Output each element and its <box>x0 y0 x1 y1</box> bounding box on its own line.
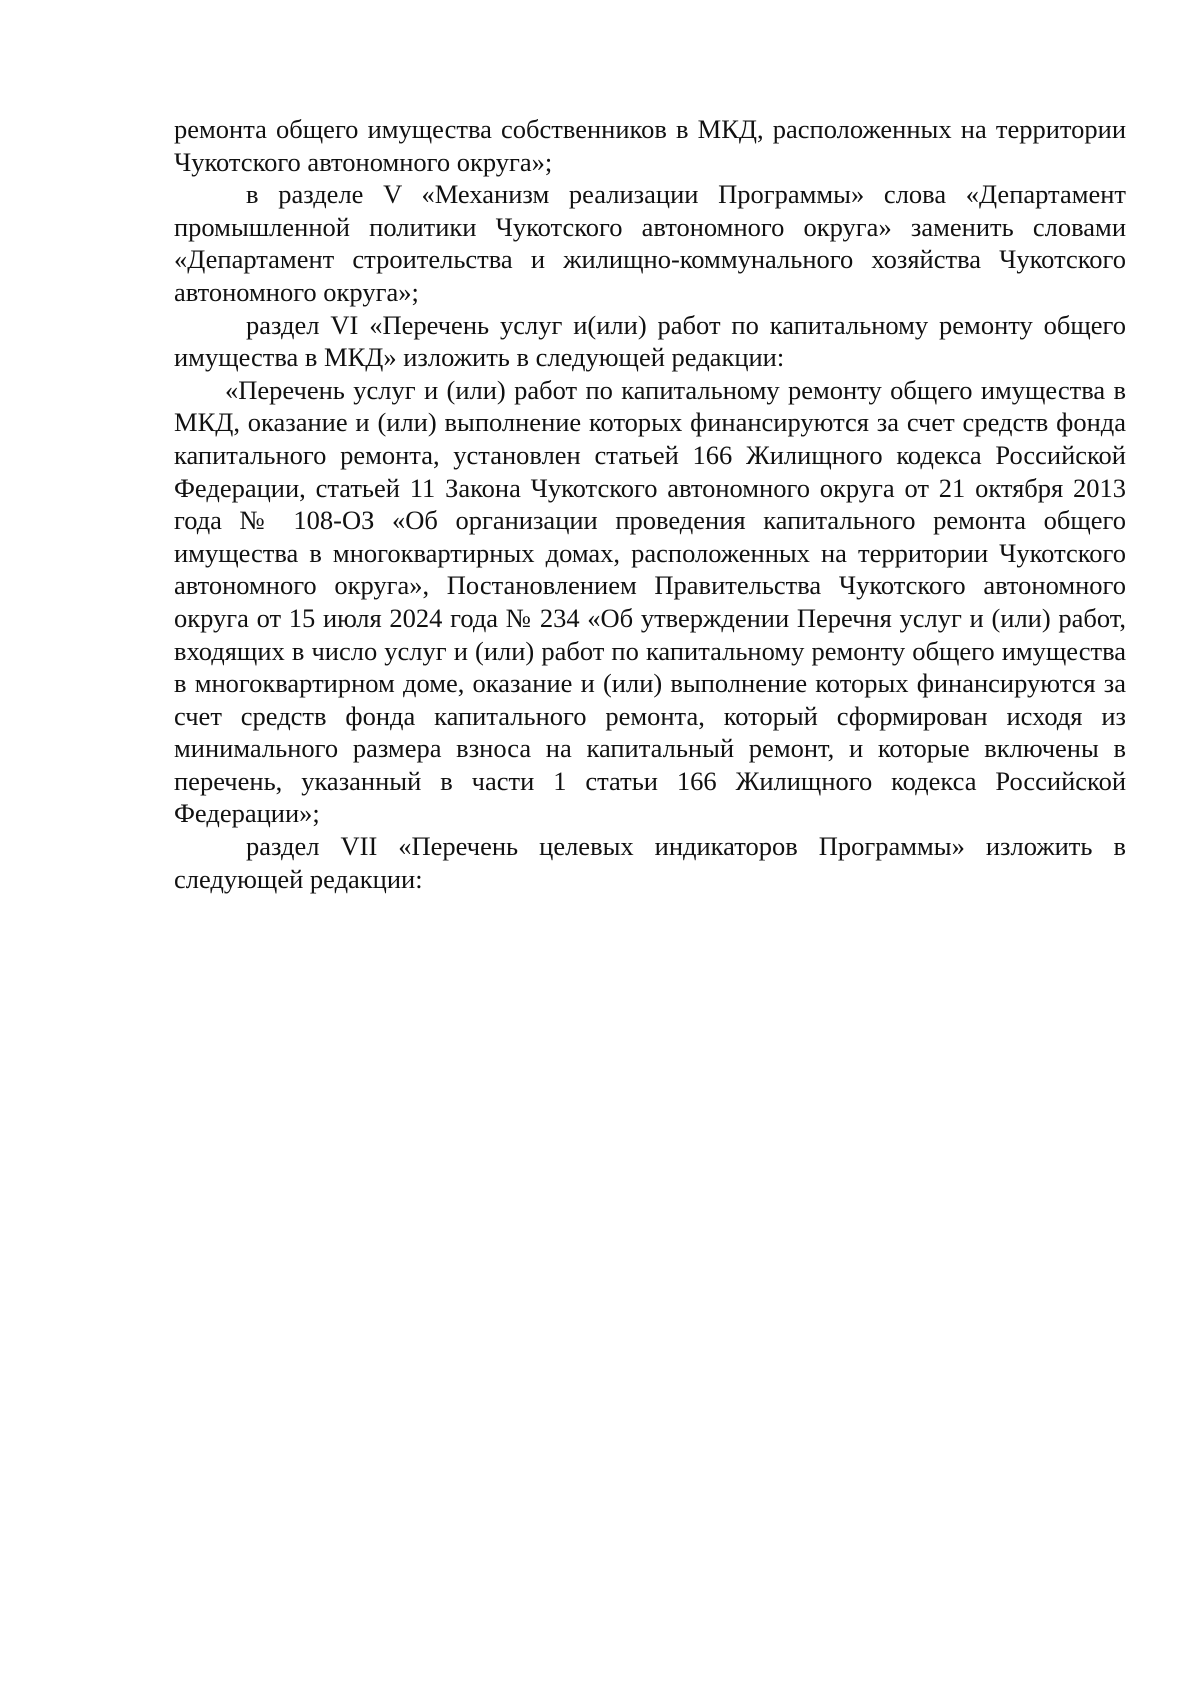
paragraph-section-v: в разделе V «Механизм реализации Программы» слова «Департамент промышленной политики Чукотского автономного округа» заменить словами «Департамент строительства и жилищно-коммунального хозяйства Чукотского автономного округа»; <box>174 179 1126 307</box>
paragraph-services-list-quote: «Перечень услуг и (или) работ по капитальному ремонту общего имущества в МКД, оказание и (или) выполнение которых финансируются за счет средств фонда капитального ремонта, установлен статьей 166 Жилищного кодекса Российской Федерации, статьей 11 Закона Чукотского автономного округа от 21 октября 2013 года № 108-ОЗ «Об организации проведения капитального ремонта общего имущества в многоквартирных домах, расположенных на территории Чукотского автономного округа», Постановлением Правительства Чукотского автономного округа от 15 июля 2024 года № 234 «Об утверждении Перечня услуг и (или) работ, входящих в число услуг и (или) работ по капитальному ремонту общего имущества в многоквартирном доме, оказание и (или) выполнение которых финансируются за счет средств фонда капитального ремонта, который сформирован исходя из минимального размера взноса на капитальный ремонт, и которые включены в перечень, указанный в части 1 статьи 166 Жилищного кодекса Российской Федерации»; <box>174 374 1126 829</box>
paragraph-section-vii: раздел VII «Перечень целевых индикаторов Программы» изложить в следующей редакции: <box>174 831 1126 894</box>
paragraph-section-vi: раздел VI «Перечень услуг и(или) работ по капитальному ремонту общего имущества в МКД» изложить в следующей редакции: <box>174 309 1126 373</box>
paragraph-continuation: ремонта общего имущества собственников в МКД, расположенных на территории Чукотского автономного округа»; <box>174 114 1126 177</box>
document-body <box>174 113 1126 895</box>
